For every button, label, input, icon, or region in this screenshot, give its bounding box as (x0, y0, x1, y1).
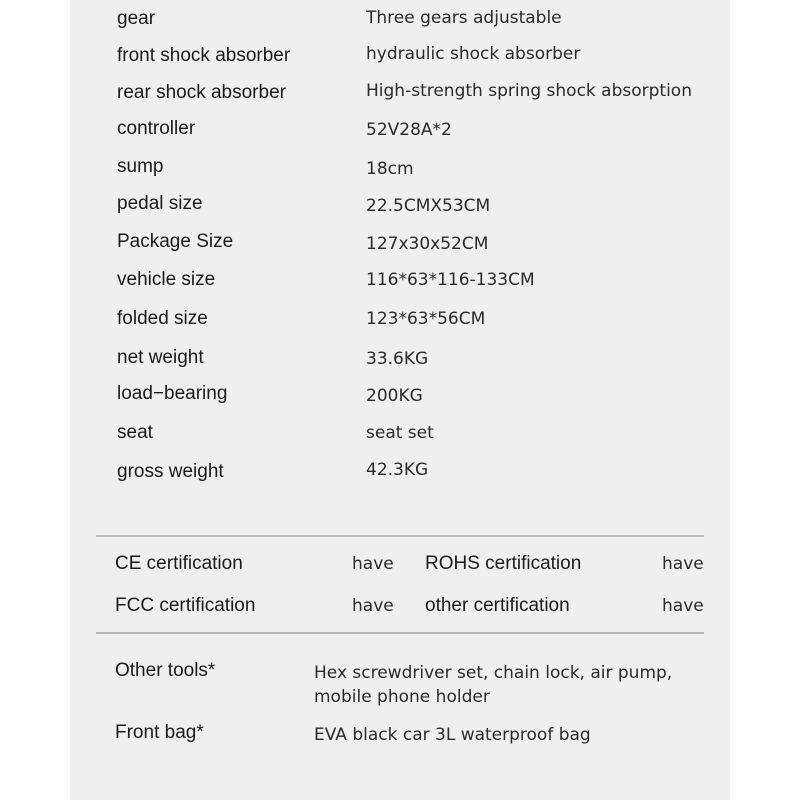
spec-value-gear: Three gears adjustable (366, 8, 562, 28)
cert-label-other: other certification (425, 595, 570, 616)
spec-value-sump: 18cm (366, 159, 414, 179)
spec-label-gear: gear (117, 8, 156, 29)
spec-value-pedal-size: 22.5CMX53CM (366, 196, 491, 216)
spec-label-folded-size: folded size (117, 308, 208, 329)
spec-value-load-bearing: 200KG (366, 386, 423, 406)
accessory-label-front-bag: Front bag* (115, 722, 204, 743)
section-divider-top (96, 535, 704, 537)
spec-label-front-shock: front shock absorber (117, 45, 291, 66)
cert-label-rohs: ROHS certification (425, 553, 582, 574)
accessory-value-front-bag: EVA black car 3L waterproof bag (314, 725, 591, 745)
cert-label-ce: CE certification (115, 553, 243, 574)
spec-value-controller: 52V28A*2 (366, 120, 452, 140)
cert-value-fcc: have (352, 596, 394, 616)
spec-value-folded-size: 123*63*56CM (366, 309, 486, 329)
accessory-value-other-tools: Hex screwdriver set, chain lock, air pump, mobile phone holder (314, 663, 673, 707)
spec-value-package-size: 127x30x52CM (366, 234, 489, 254)
spec-value-gross-weight: 42.3KG (366, 460, 429, 480)
spec-label-pedal-size: pedal size (117, 193, 203, 214)
spec-label-gross-weight: gross weight (117, 461, 224, 482)
cert-value-ce: have (352, 554, 394, 574)
cert-label-fcc: FCC certification (115, 595, 256, 616)
spec-value-front-shock: hydraulic shock absorber (366, 44, 581, 64)
spec-value-seat: seat set (366, 423, 434, 443)
spec-label-rear-shock: rear shock absorber (117, 82, 286, 103)
spec-value-rear-shock: High-strength spring shock absorption (366, 81, 692, 101)
spec-label-net-weight: net weight (117, 347, 204, 368)
spec-label-seat: seat (117, 422, 153, 443)
section-divider-bottom (96, 632, 704, 634)
accessory-label-other-tools: Other tools* (115, 660, 216, 681)
spec-label-vehicle-size: vehicle size (117, 269, 216, 290)
cert-value-other: have (662, 596, 704, 616)
spec-label-sump: sump (117, 156, 164, 177)
cert-value-rohs: have (662, 554, 704, 574)
spec-label-load-bearing: load−bearing (117, 383, 228, 404)
spec-label-controller: controller (117, 118, 196, 139)
spec-value-vehicle-size: 116*63*116-133CM (366, 270, 535, 290)
spec-label-package-size: Package Size (117, 231, 234, 252)
spec-value-net-weight: 33.6KG (366, 349, 429, 369)
